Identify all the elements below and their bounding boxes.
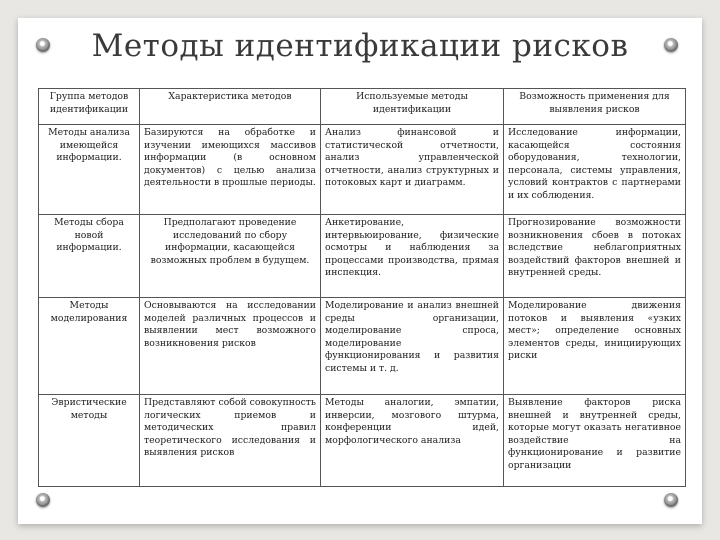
table-cell: Представляют собой совокупность логических приемов и методических правил теоретического исследования и выявления рисков xyxy=(140,395,321,487)
column-header: Возможность применения для выявления рисков xyxy=(504,89,686,125)
table-cell: Базируются на обработке и изучении имеющихся массивов информации (в основном документов) с целью анализа деятельности в прошлые периоды. xyxy=(140,125,321,215)
pushpin-icon xyxy=(664,493,678,507)
page-title: Методы идентификации рисков xyxy=(91,28,629,64)
table-cell: Анкетирование, интервьюирование, физические осмотры и наблюдения за процессами производства, прямая инспекция. xyxy=(321,215,504,298)
table-row xyxy=(39,395,686,487)
table-cell: Исследование информации, касающейся состояния оборудования, технологии, персонала, системы управления, условий контрактов с партнерами и их соблюдения. xyxy=(504,125,686,215)
table-cell: Прогнозирование возможности возникновения сбоев в потоках вследствие неблагоприятных воздействий факторов внешней и внутренней среды. xyxy=(504,215,686,298)
table-row xyxy=(39,298,686,395)
table-cell: Основываются на исследовании моделей различных процессов и выявлении мест возможного возникновения рисков xyxy=(140,298,321,395)
column-header: Характеристика методов xyxy=(140,89,321,125)
table-cell: Выявление факторов риска внешней и внутренней среды, которые могут оказать негативное воздействие на функционирование и развитие организации xyxy=(504,395,686,487)
table-cell: Методы сбора новой информации. xyxy=(39,215,140,298)
table-row xyxy=(39,125,686,215)
table-cell: Методы аналогии, эмпатии, инверсии, мозгового штурма, конференции идей, морфологического анализа xyxy=(321,395,504,487)
table-cell: Предполагают проведение исследований по сбору информации, касающейся возможных проблем в будущем. xyxy=(140,215,321,298)
table-cell: Методы моделирования xyxy=(39,298,140,395)
column-header: Используемые методы идентификации xyxy=(321,89,504,125)
table-cell: Методы анализа имеющейся информации. xyxy=(39,125,140,215)
table-cell: Эвристические методы xyxy=(39,395,140,487)
table-cell: Анализ финансовой и статистической отчетности, анализ управленческой отчетности, анализ структурных и потоковых карт и диаграмм. xyxy=(321,125,504,215)
pushpin-icon xyxy=(36,493,50,507)
table-header-row xyxy=(39,89,686,125)
table-cell: Моделирование движения потоков и выявления «узких мест»; определение основных элементов среды, инициирующих риски xyxy=(504,298,686,395)
table-cell: Моделирование и анализ внешней среды организации, моделирование спроса, моделирование функционирования и развития системы и т. д. xyxy=(321,298,504,395)
methods-table xyxy=(38,88,686,487)
column-header: Группа методов идентификации xyxy=(39,89,140,125)
table-row xyxy=(39,215,686,298)
